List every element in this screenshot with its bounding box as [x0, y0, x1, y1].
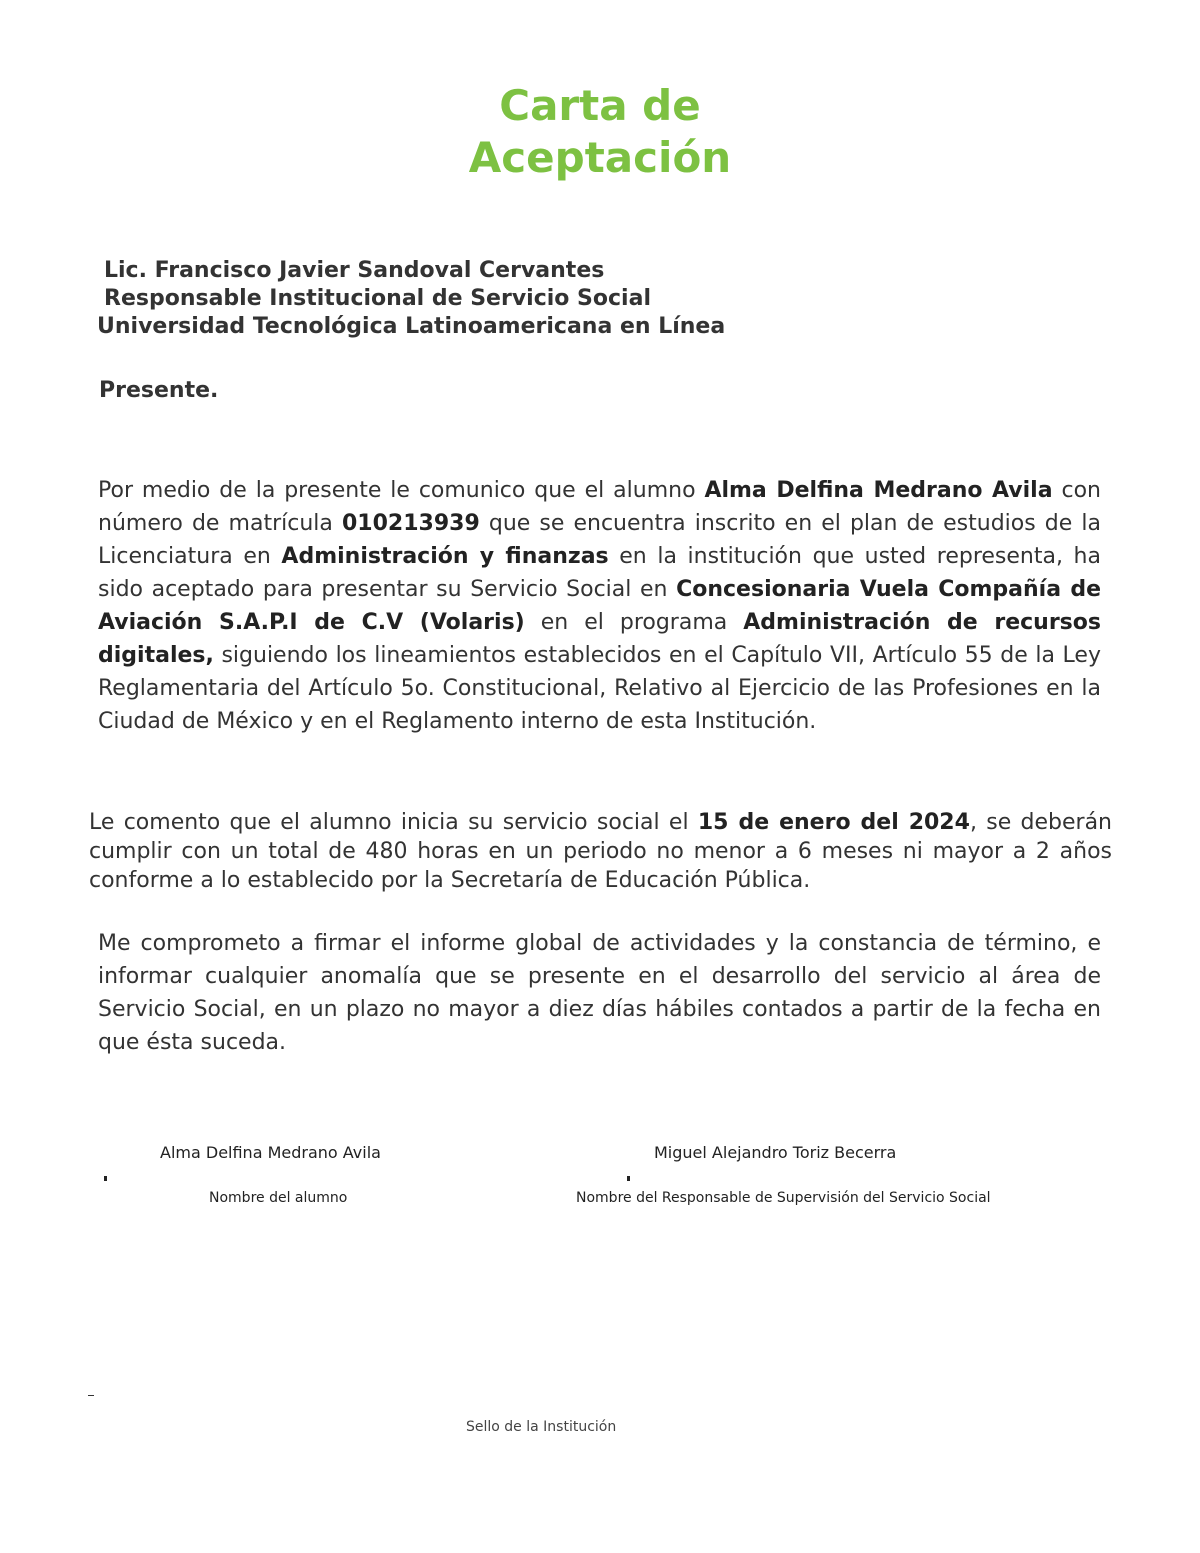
student-signature-name: Alma Delfina Medrano Avila	[160, 1143, 381, 1162]
p1-text-3: que se encuentra inscrito en el plan de estudios de la Licenciatura en	[98, 511, 1101, 569]
signature-line-mark-left	[104, 1176, 107, 1181]
company-name: Concesionaria Vuela Compañía de Aviación S.A.P.I de C.V (Volaris)	[98, 577, 1102, 635]
p1-text-5: en el programa	[524, 610, 744, 635]
title-line-2: Aceptación	[468, 133, 732, 182]
program-name: Administración de recursos digitales,	[98, 610, 1101, 668]
recipient-name: Lic. Francisco Javier Sandoval Cervantes	[104, 258, 605, 283]
student-signature-label: Nombre del alumno	[209, 1190, 348, 1206]
supervisor-signature-name: Miguel Alejandro Toriz Becerra	[654, 1143, 897, 1162]
supervisor-signature-label: Nombre del Responsable de Supervisión del Servicio Social	[576, 1190, 991, 1206]
degree-name: Administración y finanzas	[281, 544, 609, 569]
p2-text-1: Le comento que el alumno inicia su servicio social el	[89, 810, 698, 835]
recipient-institution: Universidad Tecnológica Latinoamericana en Línea	[97, 314, 726, 339]
p2-text-2: , se deberán cumplir con un total de 480 horas en un periodo no menor a 6 meses ni mayor a 2 años conforme a lo establecido por la Secretaría de Educación Pública.	[89, 810, 1112, 893]
recipient-role: Responsable Institucional de Servicio Social	[104, 286, 651, 311]
document-title	[0, 80, 1200, 184]
p1-text-6: siguiendo los lineamientos establecidos en el Capítulo VII, Artículo 55 de la Ley Reglamentaria del Artículo 5o. Constitucional, Relativo al Ejercicio de las Profesiones en la Ciudad de México y en el Reglamento interno de esta Institución.	[98, 643, 1101, 734]
greeting: Presente.	[99, 378, 219, 403]
start-date: 15 de enero del 2024	[697, 810, 970, 835]
stamp-label: Sello de la Institución	[466, 1419, 617, 1435]
enrollment-number: 010213939	[341, 511, 480, 536]
title-line-1: Carta de	[499, 81, 701, 130]
signature-line-mark-right	[627, 1176, 630, 1181]
p1-text-4: en la institución que usted representa, ha sido aceptado para presentar su Servicio Social en	[98, 544, 1101, 602]
p1-text-2: con número de matrícula	[98, 478, 1101, 536]
paragraph-acceptance	[98, 474, 1101, 738]
stamp-mark	[88, 1395, 94, 1396]
paragraph-commitment: Me comprometo a firmar el informe global de actividades y la constancia de término, e informar cualquier anomalía que se presente en el desarrollo del servicio al área de Servicio Social, en un plazo no mayor a diez días hábiles contados a partir de la fecha en que ésta suceda.	[98, 931, 1101, 1055]
p1-text-1: Por medio de la presente le comunico que el alumno	[98, 478, 705, 503]
paragraph-start-date	[89, 808, 1112, 895]
student-name-bold: Alma Delfina Medrano Avila	[704, 478, 1053, 503]
